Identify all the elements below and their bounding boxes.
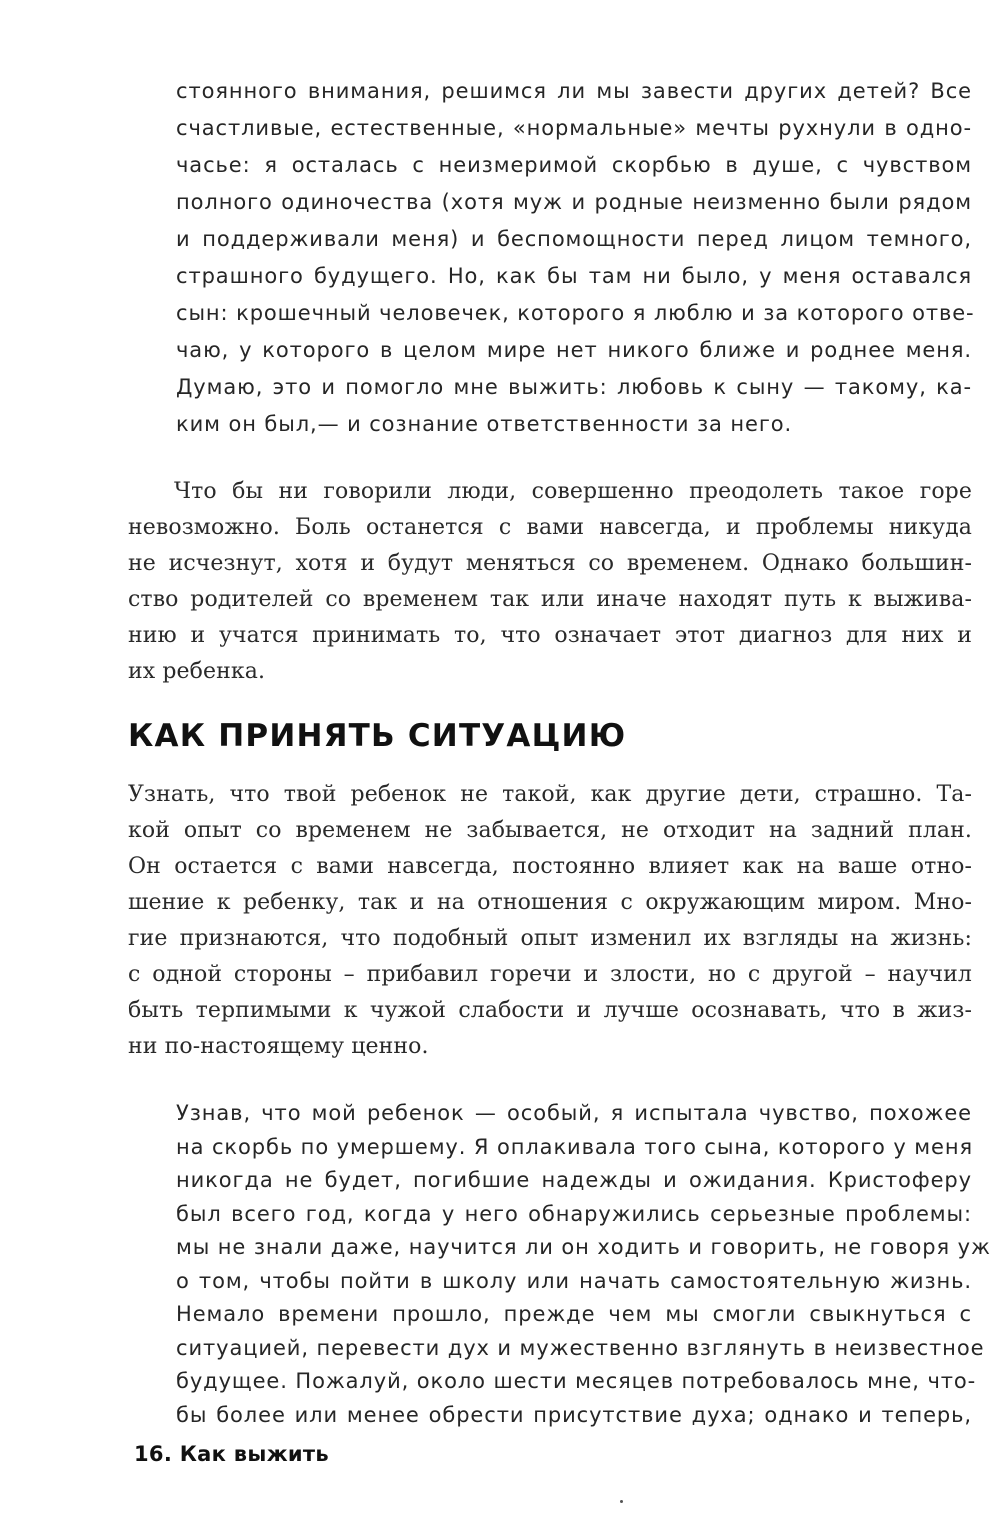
quote-bottom-line: бы более или менее обрести присутствие духа; однако и теперь, [176, 1402, 972, 1427]
paragraph-line: их ребенка. [128, 659, 266, 684]
quote-bottom-line: ситуацией, перевести дух и мужественно взглянуть в неизвестное [176, 1335, 985, 1360]
paragraph-line: быть терпимыми к чужой слабости и лучше осознавать, что в жиз- [128, 998, 972, 1023]
paragraph-line: ни по-настоящему ценно. [128, 1034, 429, 1059]
page-footer: 16. Как выжить [134, 1442, 329, 1466]
quote-bottom-line: будущее. Пожалуй, около шести месяцев потребовалось мне, что- [176, 1369, 977, 1393]
quote-top-line: стоянного внимания, решимся ли мы завести других детей? Все [176, 79, 972, 103]
paragraph-line: Что бы ни говорили люди, совершенно преодолеть такое горе [174, 479, 972, 504]
quote-bottom-line: на скорбь по умершему. Я оплакивала того сына, которого у меня [176, 1134, 973, 1159]
quote-bottom-line: Узнав, что мой ребенок — особый, я испытала чувство, похожее [176, 1101, 972, 1125]
quote-top-line: полного одиночества (хотя муж и родные неизменно были рядом [176, 190, 972, 214]
paragraph-line: ство родителей со временем так или иначе находят путь к выжива- [128, 587, 972, 612]
quote-top-line: и поддерживали меня) и беспомощности перед лицом темного, [176, 227, 972, 251]
paragraph-line: гие признаются, что подобный опыт изменил их взгляды на жизнь: [128, 926, 972, 951]
quote-top-line: сын: крошечный человечек, которого я люблю и за которого отве- [176, 301, 975, 325]
quote-top-line: страшного будущего. Но, как бы там ни было, у меня оставался [176, 264, 972, 288]
quote-top-line: ким он был,— и сознание ответственности за него. [176, 412, 793, 436]
paragraph-line: нию и учатся принимать то, что означает этот диагноз для них и [128, 623, 972, 648]
quote-top-line: счастливые, естественные, «нормальные» мечты рухнули в одно- [176, 116, 972, 140]
paragraph-line: кой опыт со временем не забывается, не отходит на задний план. [128, 818, 972, 843]
section-heading: КАК ПРИНЯТЬ СИТУАЦИЮ [128, 718, 627, 754]
paragraph-line: с одной стороны – прибавил горечи и злости, но с другой – научил [128, 962, 972, 987]
quote-bottom-line: был всего год, когда у него обнаружились серьезные проблемы: [176, 1201, 972, 1226]
quote-top-line: Думаю, это и помогло мне выжить: любовь к сыну — такому, ка- [176, 375, 972, 399]
paragraph-line: Узнать, что твой ребенок не такой, как другие дети, страшно. Та- [128, 782, 972, 807]
paragraph-line: шение к ребенку, так и на отношения с окружающим миром. Мно- [128, 890, 972, 915]
quote-bottom-line: Немало времени прошло, прежде чем мы смогли свыкнуться с [176, 1302, 972, 1326]
quote-top-line: чаю, у которого в целом мире нет никого ближе и роднее меня. [176, 338, 972, 362]
print-speck [620, 1500, 623, 1503]
quote-top-line: часье: я осталась с неизмеримой скорбью в душе, с чувством [176, 153, 972, 177]
quote-bottom-line: никогда не будет, погибшие надежды и ожидания. Кристоферу [176, 1168, 972, 1192]
paragraph-line: Он остается с вами навсегда, постоянно влияет как на ваше отно- [128, 854, 972, 879]
quote-bottom-line: о том, чтобы пойти в школу или начать самостоятельную жизнь. [176, 1268, 972, 1293]
paragraph-line: невозможно. Боль останется с вами навсегда, и проблемы никуда [128, 515, 972, 540]
quote-bottom-line: мы не знали даже, научится ли он ходить и говорить, не говоря уж [176, 1235, 991, 1259]
paragraph-line: не исчезнут, хотя и будут меняться со временем. Однако большин- [128, 551, 972, 576]
